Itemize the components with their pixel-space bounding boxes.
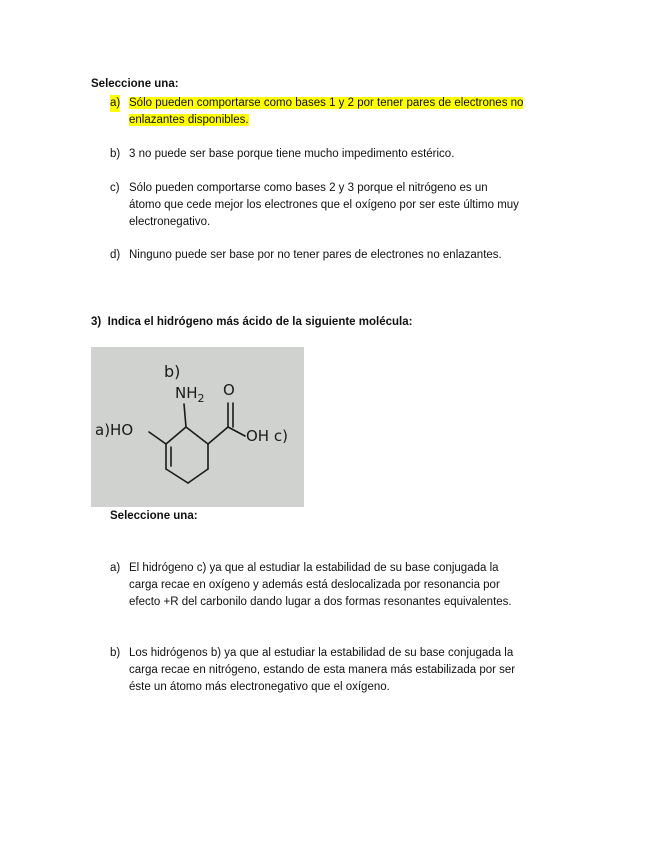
option-marker: a) <box>110 95 120 112</box>
molecule-structure <box>91 347 304 507</box>
q3-title: Indica el hidrógeno más ácido de la siguiente molécula: <box>107 316 413 328</box>
label-oh-c: OH c) <box>246 427 288 445</box>
option-text-line: carga recae en oxígeno y además está deslocalizada por resonancia por <box>129 579 500 591</box>
option-text-line: enlazantes disponibles. <box>129 114 249 126</box>
q3-prompt: Seleccione una: <box>110 510 198 522</box>
option-text-line: Sólo pueden comportarse como bases 2 y 3 porque el nitrógeno es un <box>129 182 488 194</box>
amine-bond <box>184 404 186 427</box>
option-marker: b) <box>110 148 121 160</box>
label-a-ho: a)HO <box>95 421 134 439</box>
option-text-line: Los hidrógenos b) ya que al estudiar la estabilidad de su base conjugada la <box>129 647 514 659</box>
option-marker: b) <box>110 647 121 659</box>
ring-bond <box>166 469 188 483</box>
label-nh2: $NH_2$ <box>175 384 205 405</box>
option-text-line: Ninguno puede ser base por no tener pares de electrones no enlazantes. <box>129 249 502 261</box>
option-text-line: átomo que cede mejor los electrones que el oxígeno por ser este último muy <box>129 199 519 211</box>
carboxyl-oh-bond <box>228 427 245 436</box>
ring-bond <box>188 469 208 483</box>
q3-heading <box>91 316 412 328</box>
option-marker: a) <box>110 562 121 574</box>
q3-number: 3) <box>91 316 102 328</box>
option-text-line: Sólo pueden comportarse como bases 1 y 2 por tener pares de electrones no <box>129 97 524 109</box>
option-text-line: electronegativo. <box>129 216 211 228</box>
option-marker: d) <box>110 249 121 261</box>
option-text-line: carga recae en nitrógeno, estando de esta manera más estabilizada por ser <box>129 664 516 676</box>
carboxyl-bond <box>208 427 228 444</box>
molecule-figure <box>91 347 304 507</box>
label-b: b) <box>164 362 181 381</box>
option-text-line: El hidrógeno c) ya que al estudiar la estabilidad de su base conjugada la <box>129 562 499 574</box>
q2-prompt: Seleccione una: <box>91 78 179 90</box>
ring-bond <box>166 427 186 444</box>
hydroxyl-bond <box>149 432 166 444</box>
option-marker: c) <box>110 182 120 194</box>
option-text-line: éste un átomo más electronegativo que el oxígeno. <box>129 681 390 693</box>
label-carbonyl-o: O <box>223 381 235 399</box>
option-text-line: 3 no puede ser base porque tiene mucho impedimento estérico. <box>129 148 455 160</box>
option-text-line: efecto +R del carbonilo dando lugar a dos formas resonantes equivalentes. <box>129 596 512 608</box>
ring-bond <box>186 427 208 444</box>
